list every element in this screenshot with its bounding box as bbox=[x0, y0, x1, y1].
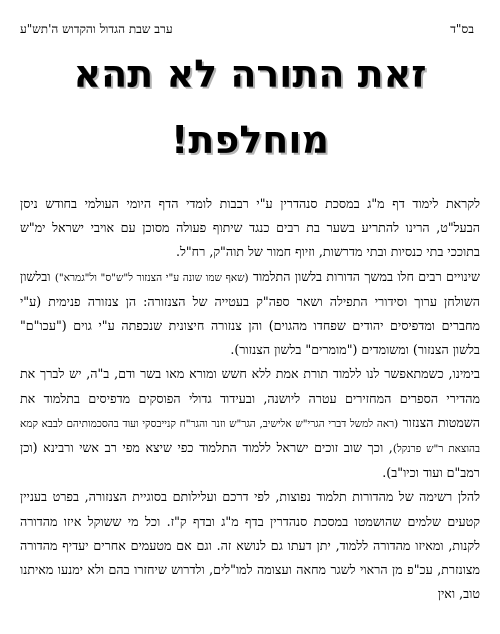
body-text bbox=[20, 192, 480, 606]
paragraph-3-small: (ראה למשל דברי הגרי"ש אלישיב, הגר"ש וזנר והגר"ח קנייבסקי ועוד בהסכמותיהם לבבא קמא בהוצאת ר"ש פרנקל) bbox=[20, 417, 480, 456]
title-line-1: זאת התורה לא תהא bbox=[73, 52, 427, 96]
paragraph-1: לקראת לימוד דף מ"ג במסכת סנהדרין ע"י רבבות לומדי הדף היומי העולמי בחודש ניסן הבעל"ט, הרינו להתריע בשער בת רבים כנגד שיתוף פעולה מסוכן עם אויבי ישראל ימ"ש בתוככי בתי כנסיות ובתי מדרשות, וזיוף חמור של תוה"ק, רח"ל. bbox=[20, 196, 480, 260]
header-date: ערב שבת הגדול והקדוש ה'תש"ע bbox=[20, 22, 173, 36]
paragraph-3 bbox=[20, 362, 480, 485]
title-line-2: מוחלפת! bbox=[171, 118, 329, 162]
paragraph-2-small: (שאף שמו שונה ע"י הצנזור ל"ש"ס" ול"גמרא") bbox=[54, 271, 249, 284]
paragraph-2 bbox=[20, 265, 480, 363]
paragraph-4: להלן רשימה של מהדורות תלמוד נפוצות, לפי דרכם ועלילותם בסוגיית הצנזורה, בפרט בעניין קטעים שלמים שהושמטו במסכת סנהדרין בדף מ"ג ובדף ק"ז. וכל מי ששוקל איזו מהדורה לקנות, ומאיזו מהדורה ללמוד, יתן דעתו גם לנושא זה. וגם אם מטעמים אחרים יעדיף מהדורה מצונזרת, עכ"פ מן הראוי לשגר מחאה ועצומה למו"לים, ולדרוש שיחזרו בהם ולא ימנעו מאיתנו טוב, ואין bbox=[20, 489, 480, 602]
paragraph-2-part-1: שינויים רבים חלו במשך הדורות בלשון התלמוד bbox=[252, 268, 480, 284]
header-bsd: בס"ד bbox=[450, 22, 474, 36]
paragraph-3-part-2: , וכך שוב זוכים ישראל ללמוד התלמוד כפי שיצא מפי רב אשי ורבינא (וכן רמב"ם ועוד וכיו"ב). bbox=[20, 440, 480, 481]
paragraph-2-part-2: ובלשון השולחן ערוך וסידורי התפילה ושאר ספה"ק בעטייה של הצנזורה: הן צנזורה פנימית (ע"י מחברים ומדפיסים יהודים שפחדו מהגוים) והן צנזורה חיצונית שנכפתה ע"י גוים ("עכו"ם" בלשון הצנזור) ומשומדים ("מומרים" בלשון הצנזור). bbox=[20, 268, 480, 358]
paragraph-3-part-1: בימינו, כשמתאפשר לנו ללמוד תורת אמת ללא חשש ומורא מאו בשר ודם, ב"ה, יש לברך את מהדירי הספרים המחזירים עטרה ליושנה, ובעידוד גדולי הפוסקים מדפיסים בתלמוד את השמטות הצנזור bbox=[20, 366, 480, 430]
